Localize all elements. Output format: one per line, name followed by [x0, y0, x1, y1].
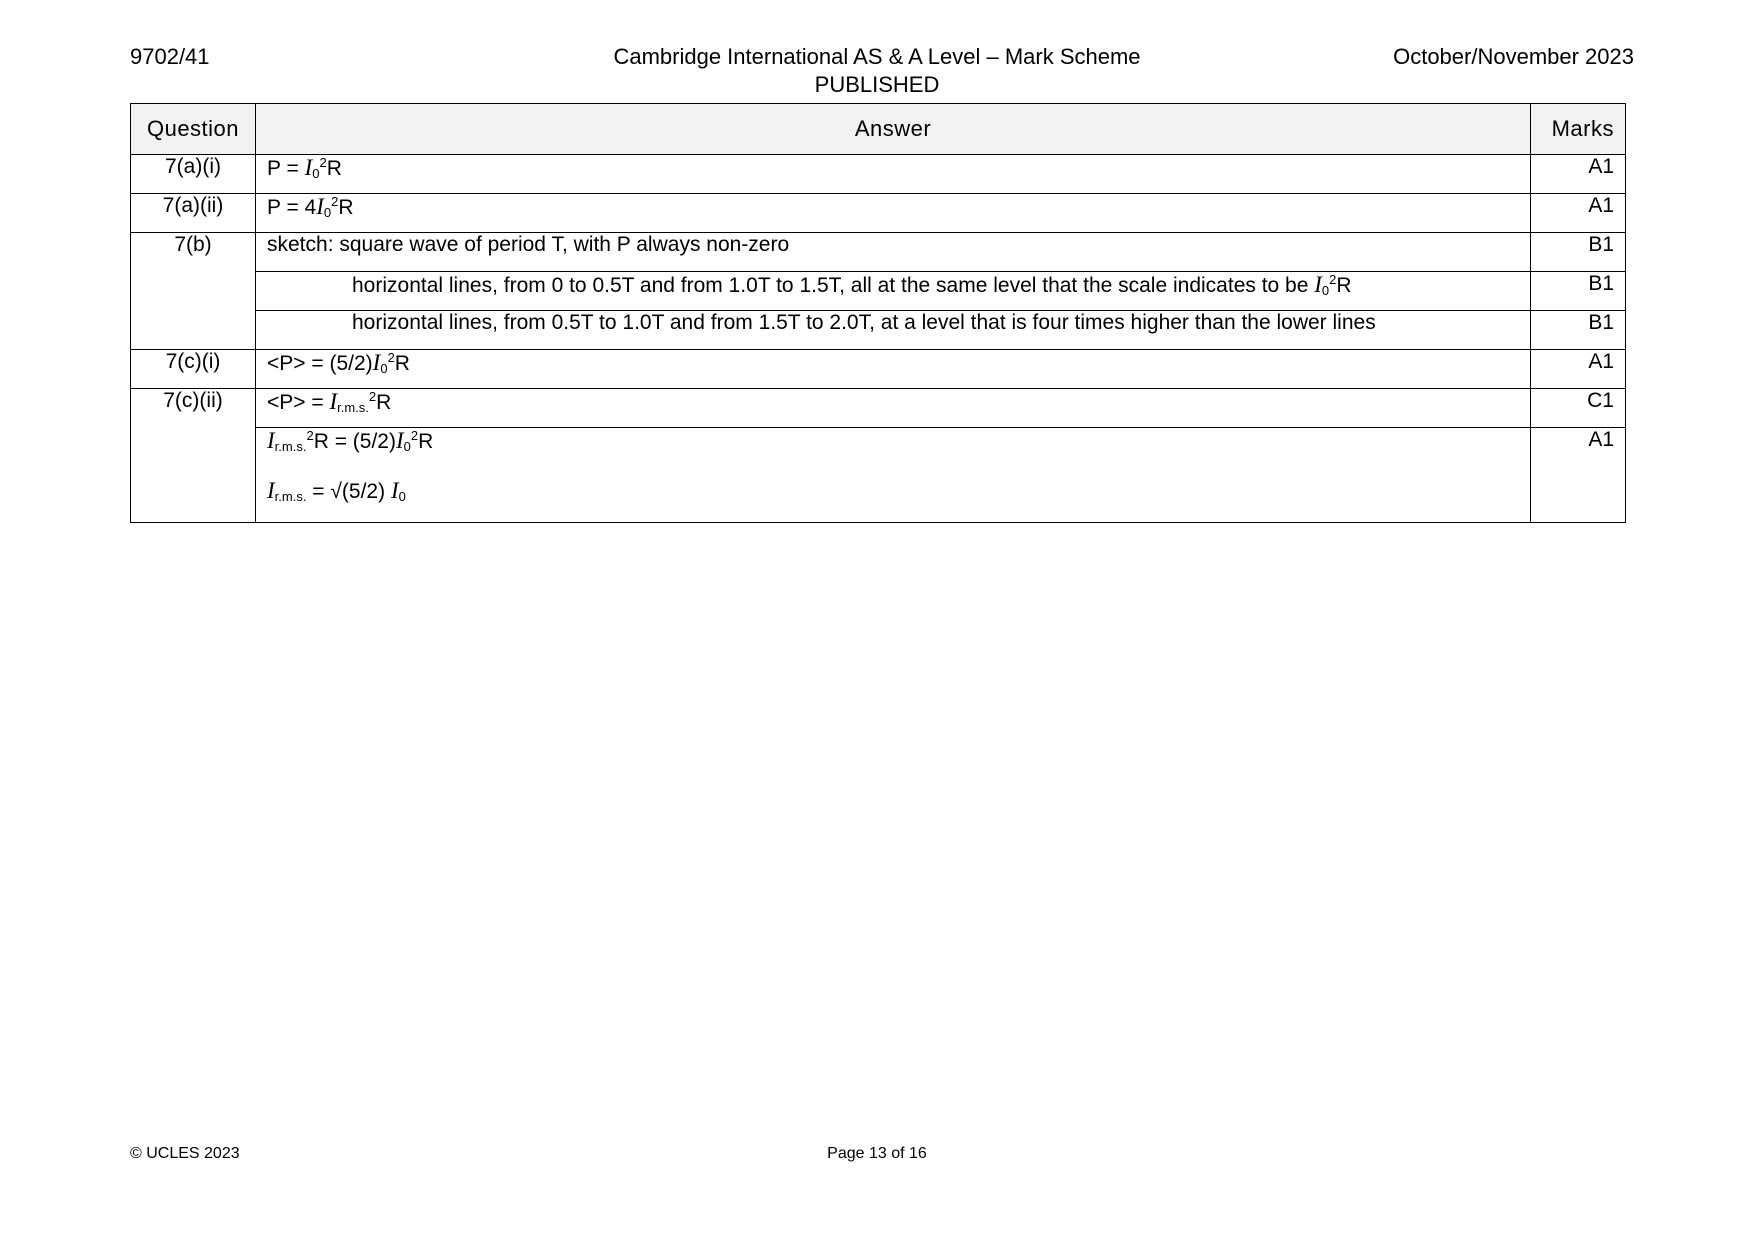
table-header-row [131, 104, 1626, 155]
table-row [131, 350, 1626, 389]
table-row [131, 233, 1626, 272]
marks-column-header: Marks [1531, 104, 1626, 155]
answer-cell: horizontal lines, from 0 to 0.5T and from 1.0T to 1.5T, all at the same level that the scale indicates to be $I_0^2R$ [256, 272, 1531, 311]
table-row [131, 311, 1626, 350]
copyright-notice: © UCLES 2023 [130, 1145, 240, 1162]
mark-cell: A1 [1531, 428, 1626, 523]
table-row [131, 389, 1626, 428]
question-column-header: Question [131, 104, 256, 155]
answer-column-header: Answer [256, 104, 1531, 155]
mark-cell: A1 [1531, 350, 1626, 389]
answer-cell: $P = I_0^2R$ [256, 155, 1531, 194]
question-cell: 7(b) [131, 233, 256, 350]
answer-cell: $<P> = (5/2)I_0^2R$ [256, 350, 1531, 389]
answer-cell: sketch: square wave of period T, with P always non-zero [256, 233, 1531, 272]
document-title: Cambridge International AS & A Level – Mark Scheme [613, 44, 1141, 69]
mark-cell: B1 [1531, 233, 1626, 272]
table-row [131, 155, 1626, 194]
table-row [131, 194, 1626, 233]
mark-scheme-table [130, 103, 1626, 523]
paper-code: 9702/41 [130, 44, 210, 69]
answer-cell: $<P> = I_{r.m.s.}^2R$ [256, 389, 1531, 428]
table-row [131, 428, 1626, 523]
mark-cell: C1 [1531, 389, 1626, 428]
answer-line: $I_{r.m.s.}^2R = (5/2)I_0^2R$ [267, 428, 434, 454]
mark-cell: B1 [1531, 272, 1626, 311]
answer-cell: $P = 4I_0^2R$ [256, 194, 1531, 233]
mark-cell: A1 [1531, 155, 1626, 194]
question-cell: 7(c)(i) [131, 350, 256, 389]
mark-cell: A1 [1531, 194, 1626, 233]
mark-cell: B1 [1531, 311, 1626, 350]
exam-session: October/November 2023 [1393, 44, 1634, 69]
question-cell: 7(a)(i) [131, 155, 256, 194]
question-cell: 7(a)(ii) [131, 194, 256, 233]
answer-line: $I_{r.m.s.} = √(5/2)$ $I_0$ [267, 478, 406, 504]
answer-cell: horizontal lines, from 0.5T to 1.0T and from 1.5T to 2.0T, at a level that is four times higher than the lower lines [256, 311, 1531, 350]
question-cell: 7(c)(ii) [131, 389, 256, 523]
document-subtitle: PUBLISHED [814, 72, 940, 97]
answer-cell [256, 428, 1531, 523]
table-row [131, 272, 1626, 311]
page-number: Page 13 of 16 [827, 1145, 927, 1162]
